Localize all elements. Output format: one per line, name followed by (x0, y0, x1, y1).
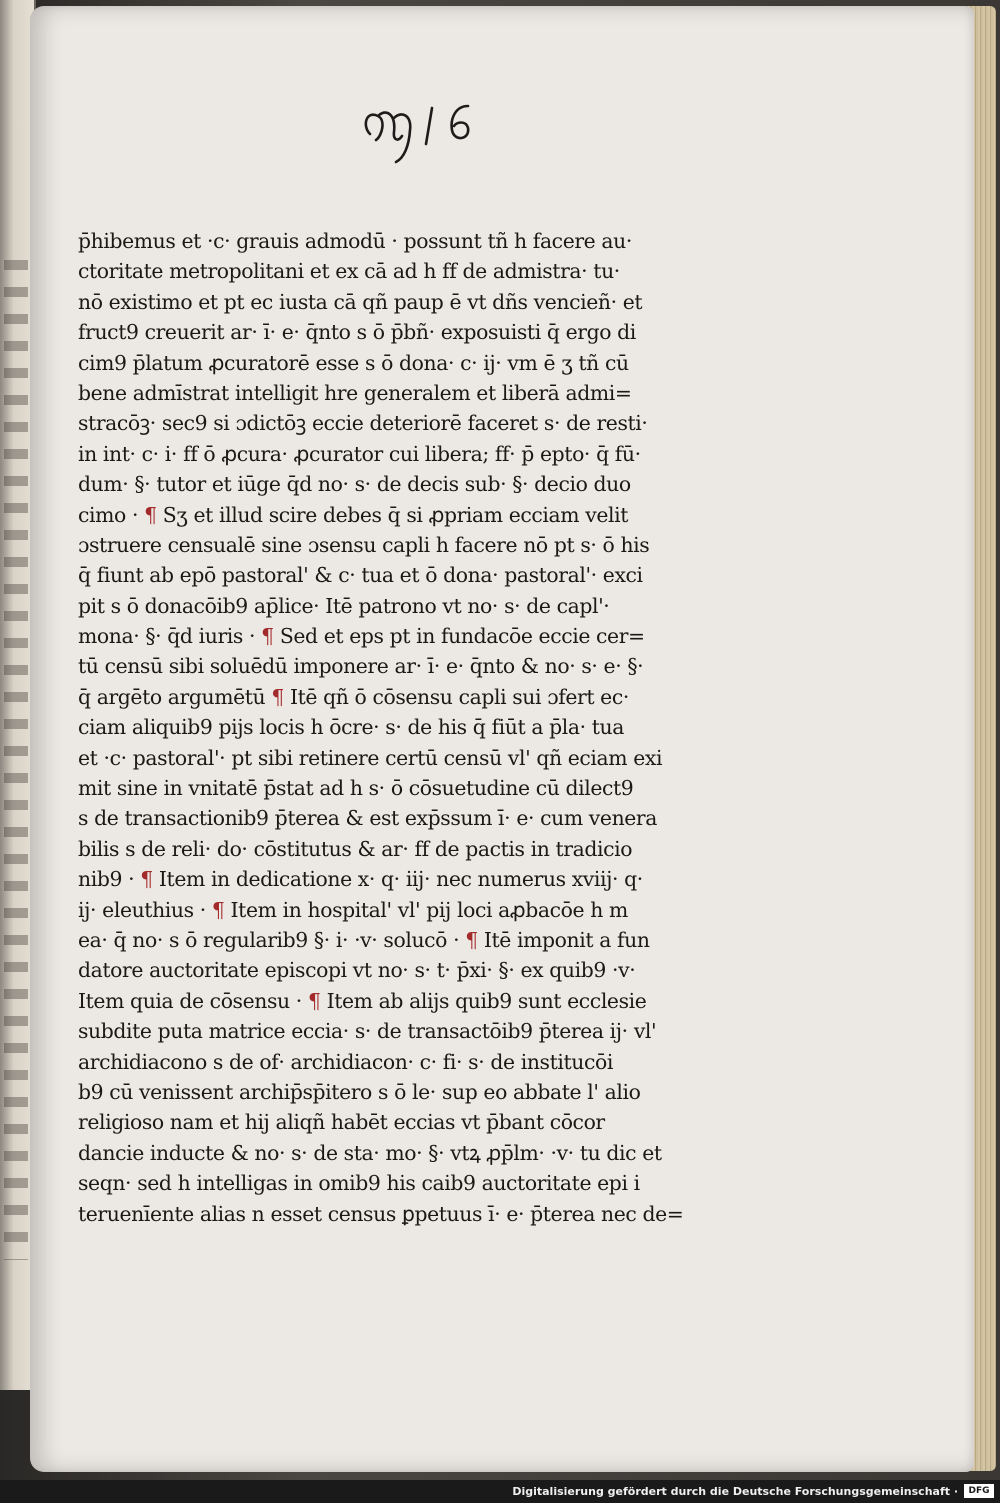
text-line: p̄hibemus et ·c· grauis admodū · possunt tñ h facere au· (78, 229, 632, 253)
text-line: mona· §· q̄d iuris · ¶ Sed et eps pt in fundacōe eccie cer= (78, 624, 645, 649)
text-line: dum· §· tutor et iūge q̄d no· s· de decis sub· §· decio duo (78, 472, 631, 497)
text-line: bene admīstrat intelligit hre generalem et liberā admi= (78, 380, 632, 405)
facing-page-text-bleed (4, 260, 28, 1260)
folio-number-text (356, 96, 357, 97)
text-line: seqn· sed h intelligas in omib9 his caib9 auctoritate epi i (78, 1171, 640, 1196)
handwritten-folio-number (356, 96, 496, 166)
text-line: ea· q̄ no· s ō regularib9 §· i· ·v· solucō · ¶ Itē imponit a fun (78, 927, 650, 952)
text-line: nō existimo et pt ec iusta cā qñ paup ē vt dñs vencieñ· et (78, 289, 643, 314)
text-line: fruct9 creuerit ar· ī· e· q̄nto s ō p̄bñ· exposuisti q̄ ergo di (78, 320, 636, 345)
text-line: s de transactionib9 p̄terea & est exp̄ssum ī· e· cum venera (78, 806, 658, 831)
text-line: cim9 p̄latum ꝓcuratorē esse s ō dona· c· ij· vm ē ʒ tñ cū (78, 350, 629, 375)
text-line: et ·c· pastoral'· pt sibi retinere certū censū vl' qñ eciam exi (78, 745, 663, 770)
text-line: ctoritate metropolitani et ex cā ad h ff de admistra· tu· (78, 259, 620, 284)
text-line: mit sine in vnitatē p̄stat ad h s· ō cōsuetudine cū dilect9 (78, 776, 634, 801)
incunabula-text-column (78, 226, 688, 1229)
dfg-logo[interactable]: DFG (964, 1484, 994, 1498)
text-line: ɔstruere censualē sine ɔsensu capli h facere nō pt s· ō his (78, 532, 650, 557)
text-line: b9 cū venissent archip̄sp̄itero s ō le· sup eo abbate l' alio (78, 1079, 641, 1104)
text-line: pit s ō donacōib9 ap̄lice· Itē patrono vt no· s· de capl'· (78, 593, 610, 618)
text-line: q̄ fiunt ab epō pastoral' & c· tua et ō dona· pastoral'· exci (78, 563, 643, 588)
rubrication-mark: ¶ (271, 684, 284, 709)
rubrication-mark: ¶ (261, 624, 274, 649)
text-line: archidiacono s de of· archidiacon· c· fi· s· de institucōi (78, 1049, 613, 1074)
text-line: Item quia de cōsensu · ¶ Item ab alijs quib9 sunt ecclesie (78, 988, 647, 1013)
text-line: teruenīente alias n esset census ꝑpetuus ī· e· p̄terea nec de= (78, 1201, 684, 1226)
folio-handwriting-icon (356, 96, 496, 166)
rubrication-mark: ¶ (144, 502, 157, 527)
text-line: cimo · ¶ Sʒ et illud scire debes q̄ si ꝓpriam ecciam velit (78, 502, 629, 527)
rubrication-mark: ¶ (307, 988, 321, 1013)
text-line: subdite puta matrice eccia· s· de transactōib9 p̄terea ij· vl' (78, 1019, 657, 1044)
text-line: in int· c· i· ff ō ꝓcura· ꝓcurator cui libera; ff· p̄ epto· q̄ fū· (78, 441, 641, 466)
text-line: nib9 · ¶ Item in dedicatione x· q· iij· nec numerus xviij· q· (78, 867, 643, 892)
text-line: bilis s de reli· do· cōstitutus & ar· ff de pactis in tradicio (78, 836, 633, 861)
text-line: datore auctoritate episcopi vt no· s· t· p̄xi· §· ex quib9 ·v· (78, 958, 636, 983)
rubrication-mark: ¶ (211, 897, 225, 922)
text-line: stracōꝫ· sec9 si ɔdictōꝫ eccie deteriorē faceret s· de resti· (78, 411, 648, 436)
text-line: ciam aliquib9 pijs locis h ōcre· s· de his q̄ fiūt a p̄la· tua (78, 715, 625, 740)
text-line: ij· eleuthius · ¶ Item in hospital' vl' pij loci aꝓbacōe h m (78, 897, 628, 922)
footer-credit: Digitalisierung gefördert durch die Deutsche Forschungsgemeinschaft · (512, 1485, 958, 1498)
rubrication-mark: ¶ (140, 867, 153, 892)
rubrication-mark: ¶ (465, 927, 478, 952)
text-line: religioso nam et hij aliqñ habēt eccias vt p̄bant cōcor (78, 1110, 605, 1135)
text-line: q̄ argēto argumētū ¶ Itē qñ ō cōsensu capli sui ɔfert ec· (78, 684, 629, 709)
text-line: dancie inducte & no· s· de sta· mo· §· vtꝝ ꝓp̄lm· ·v· tu dic et (78, 1140, 662, 1165)
text-line: tū censū sibi soluēdū imponere ar· ī· e· q̄nto & no· s· e· §· (78, 654, 644, 679)
